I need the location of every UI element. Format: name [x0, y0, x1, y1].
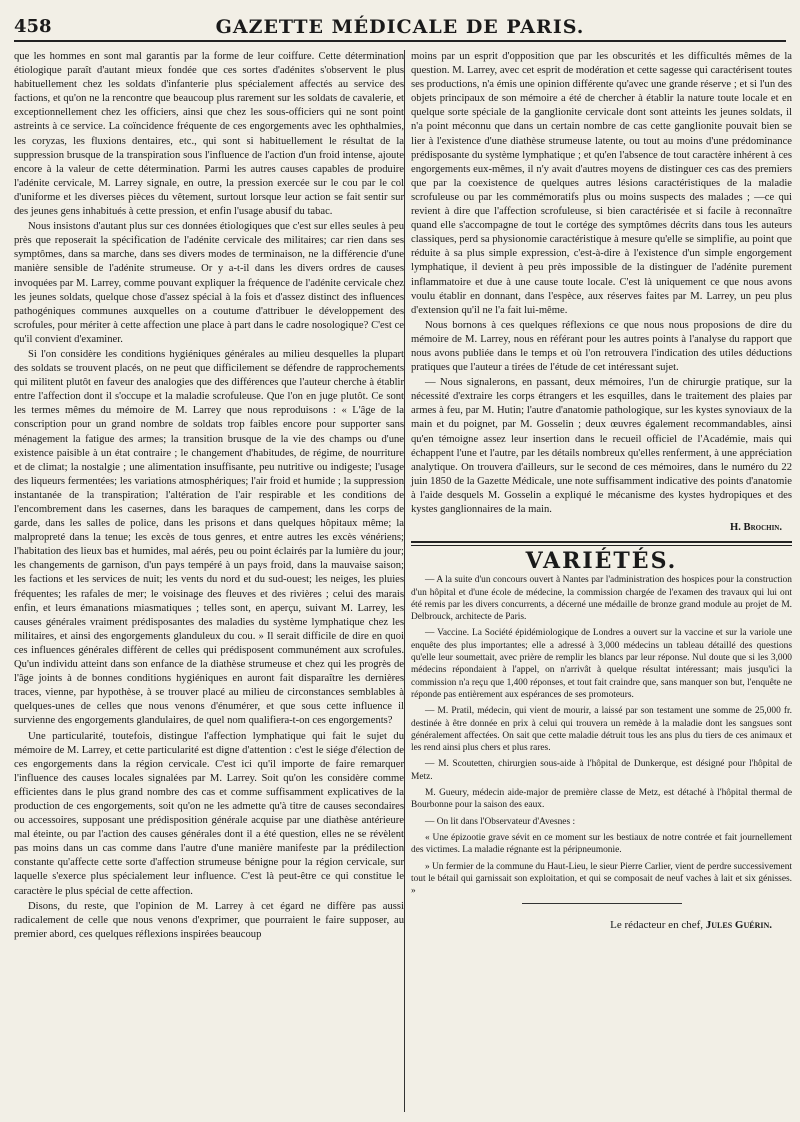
news-item: « Une épizootie grave sévit en ce moment sur les bestiaux de notre contrée et fait journellement des victimes. La maladie régnante est la péripneumonie.: [411, 832, 792, 856]
section-divider: [411, 541, 792, 543]
news-item: — Vaccine. La Société épidémiologique de Londres a ouvert sur la vaccine et sur la variole une enquête des plus importantes; elle a adressé à 3,000 médecins un tableau détaillé des questions qu'elle leur soumettait, avec prière de remplir les blancs par leur réponse. Nul doute que si les 3,000 médecins répondaient à l'appel, on n'arrivât à quelque résultat intéressant; mais jusqu'ici la commission n'a reçu que 1,400 réponses, et tout fait craindre que, sans manquer son but, l'enquête ne réponde pas entièrement aux espérances de ses promoteurs.: [411, 628, 792, 700]
paragraph: Nous bornons à ces quelques réflexions ce que nous nous proposions de dire du mémoire de M. Larrey, nous en référant pour les autres points à l'analyse du rapport que nous avons publiée dans le temps et où l'on retrouvera l'indication des utiles déductions pratiques que l'auteur a tirées de l'étude de cet intéressant sujet.: [411, 319, 792, 374]
editor-name: Jules Guérin.: [705, 919, 772, 932]
page-number: 458: [14, 16, 52, 37]
paragraph: Disons, du reste, que l'opinion de M. Larrey à cet égard ne diffère pas aussi radicalement de celle que nous venons d'exprimer, que pourraient le faire supposer, au premier abord, ces quelques réflexions inspirées beaucoup: [14, 900, 404, 940]
news-item: — On lit dans l'Observateur d'Avesnes :: [425, 816, 576, 827]
news-item: — A la suite d'un concours ouvert à Nantes par l'administration des hospices pour la construction d'un hôpital et d'une école de médecine, la commission chargée de l'examen des travaux qui lui ont été remis par les divers concurrents, a décerné une médaille de bronze grand module au projet de M. Delbrouck, architecte de Paris.: [411, 575, 792, 623]
paragraph: moins par un esprit d'opposition que par les obscurités et les difficultés mêmes de la question. M. Larrey, avec cet esprit de modération et cette sagesse qui caractérisent toutes ses productions, n'a émis une opinion différente qu'avec une grande réserve ; et si l'un des objets principaux de son mémoire a été de chercher à établir la nature toute locale et en quelque sorte spéciale de la ganglionite cervicale dont sont atteints les jeunes soldats, il n'a point méconnu que dans un certain nombre de cas cette ganglionite pouvait bien se lier à l'existence d'une diathèse strumeuse latente, ou tout au moins d'une prédominance prédisposante du système lymphatique ; et qu'en l'absence de tout caractère inhérent à ces engorgements eux-mêmes, il n'y avait d'autres moyens de distinguer ces cas des premiers que par la coexistence de quelques autres lésions caractéristiques de la maladie scrofuleuse ou par les commémoratifs plus ou moins suspects des malades ; —ce qui revient à dire que l'affection scrofuleuse, si bien caractérisée et si facile à reconnaître quand elle s'accompagne de tout le cortége des symptômes décrits dans tous les auteurs classiques, perd sa physionomie caractéristique à mesure qu'elle se simplifie, au point que réduite à sa plus simple expression, c'est-à-dire à l'existence d'un simple engorgement lymphatique, il devient à peu près impossible de la distinguer de l'adénite purement inflammatoire et due à une cause toute locale. C'est là uniquement ce que nous avons voulu établir en donnant, dans l'espèce, aux réserves faites par M. Larrey, un peu plus d'extension qu'il ne l'a fait lui-même.: [411, 51, 792, 316]
left-column: [14, 50, 404, 1112]
news-item: — M. Pratil, médecin, qui vient de mourir, a laissé par son testament une somme de 25,000 fr. destinée à être donnée en prix à celui qui trouvera un remède à la maladie dont les sangsues sont généralement affectées. On sait que cette maladie détruit tous les ans plus du tiers de ces animaux et les rend ainsi plus chers et plus rares.: [411, 706, 792, 754]
paragraph: que les hommes en sont mal garantis par la forme de leur coiffure. Cette détermination étiologique paraît d'autant mieux fondée que ces sortes d'adénites s'observent le plus habituellement chez les soldats d'infanterie plus spécialement affectés au service des factions, et qu'on ne la rencontre que beaucoup plus rarement sur les soldats de cavalerie, et exceptionnellement chez les officiers, ainsi que chez les sous-officiers qui ne sont point astreints à ce service. La coïncidence fréquente de ces engorgements avec les ophthalmies, les coryzas, les fluxions dentaires, etc., qui sont si habituellement le résultat de la suppression brusque de la transpiration sous l'influence de l'action d'un froid intense, ajoute encore à la valeur de cette détermination. Parmi les autres causes capables de produire l'adénite cervicale, M. Larrey signale, en outre, la pression exercée sur le cou par le col d'uniforme et les diverses pièces du vêtement, surtout lorsque leur action se fait sentir sur des jeunes gens inhabitués à cette pression, et enfin l'usage abusif du tabac.: [14, 51, 404, 218]
news-item: M. Gueury, médecin aide-major de première classe de Metz, est détaché à l'hôpital thermal de Bourbonne pour la saison des eaux.: [411, 788, 792, 811]
varietes-items: [411, 574, 792, 897]
editor-label: Le rédacteur en chef,: [610, 919, 703, 932]
closing-rule: [522, 903, 682, 904]
paragraph: — Nous signalerons, en passant, deux mémoires, l'un de chirurgie pratique, sur la nécessité d'extraire les corps étrangers et les esquilles, dans le traitement des plaies par armes à feu, par M. Hutin; l'autre d'anatomie pathologique, sur les kystes synoviaux de la main et du poignet, par M. Gosselin ; deux œuvres également recommandables, ainsi qu'en témoigne assez leur insertion dans le recueil officiel de l'Académie, mais qui échappent l'une et l'autre, par les détails nombreux qu'elles renferment, à une appréciation analytique. On trouvera d'ailleurs, sur le second de ces mémoires, dans le numéro du 22 juin 1850 de la Gazette Médicale, une note suffisamment indicative des points d'anatomie à l'aide desquels M. Gosselin a expliqué le mécanisme des kystes hydropiques et des kystes ganglionnaires de la main.: [411, 377, 792, 515]
right-column: [404, 50, 792, 1112]
paragraph: Nous insistons d'autant plus sur ces données étiologiques que c'est sur elles seules à peu près que reposerait la spécification de l'adénite cervicale des militaires; car rien dans ses symptômes, dans sa marche, dans ses divers modes de terminaison, ne la différencie d'une manière sensible de l'adénite strumeuse. Or y a-t-il dans les divers ordres de causes invoquées par M. Larrey, comme pouvant expliquer la fréquence de l'adénite cervicale chez les jeunes soldats, quelque chose d'assez spécial à la fois et d'assez distinct des influences pathogéniques communes auxquelles on a coutume d'attribuer le développement des scrofules, pour mériter à cette affection une place à part dans le cadre nosologique? C'est ce qu'il convient d'examiner.: [14, 221, 404, 345]
section-divider-thin: [411, 545, 792, 546]
paragraph: Si l'on considère les conditions hygiéniques générales au milieu desquelles la plupart des soldats se trouvent placés, on ne peut que difficilement se défendre de rapprochements qui militent plutôt en faveur des analogies que des différences que l'auteur cherche à établir entre l'affection dont il s'occupe et la maladie scrofuleuse. Que l'on en juge plutôt. Ce sont les termes mêmes du mémoire de M. Larrey que nous reproduisons : « L'âge de la conscription pour un grand nombre de soldats trop faibles encore pour supporter sans ménagement la fatigue des armes; la transition brusque de la vie des champs ou d'une existence paisible à un état contraire ; le changement d'habitudes, de régime, de nourriture et de climat; la nostalgie ; une alimentation insuffisante, peu nutritive ou indigeste; l'usage des liqueurs fermentées; les variations atmosphériques; l'air froid et humide ; la suppression instantanée de la transpiration; l'altération de l'air respirable et les conditions de l'encombrement dans les casernes, dans les baraques de campement, dans les corps de garde, dans les salles de police, dans les prisons et dans quelques hôpitaux même; la malpropreté dans la tenue; les excès de tous genres, et entre autres les excès vénériens; l'habitation des lieux bas et humides, mal aérés, peu ou point éclairés par la lumière du jour; les changements de garnison, d'un pays tempéré à un pays froid, dans la mauvaise saison; les factions et les services de nuit; les vents du nord et du sud-ouest; les neiges, les pluies fréquentes; les rafales de mer; le voisinage des fleuves et des rivières ; celui des marais enfin, et leurs émanations miasmatiques ; telles sont, en aperçu, suivant M. Larrey, les causes générales vraiment prédisposantes des maladies du système lymphatique chez les militaires, et ainsi des engorgements glanduleux du cou. » Il serait difficile de dire en quoi ces influences générales diffèrent de celles qui prédisposent communément aux scrofules. Qu'un individu atteint dans son enfance de la diathèse strumeuse et chez qui les progrès de l'âge joints à de bonnes conditions hygiéniques en auront fait disparaître les dernières traces, vienne, par hypothèse, à se trouver placé au milieu de circonstances semblables à quelques-unes de celles que nous venons d'énumérer, et que sous cette influence il survienne des engorgements glandulaires, de quel nom qualifiera-t-on ces engorgements?: [14, 348, 404, 727]
paragraph: Une particularité, toutefois, distingue l'affection lymphatique qui fait le sujet du mémoire de M. Larrey, et cette particularité est digne d'attention : c'est le siége d'élection de ces engorgements dans la région cervicale. C'est ici qu'il importe de faire remarquer l'influence des causes locales signalées par M. Larrey. Soit qu'on les considère comme efficientes dans le plus grand nombre des cas et comme suffisamment explicatives de la production de ces engorgements, soit qu'on ne les admette qu'à titre de causes secondaires ou accessoires, supposant une prédisposition générale acquise par une diathèse antérieure mal éteinte, ou par l'action des causes générales dont il a été question, elles ne se révèlent pas moins dans un cas comme dans l'autre d'une manière manifeste par la prédilection constante qu'affecte cette sorte d'affection strumeuse bénigne pour la région cervicale, sur laquelle s'exerce plus spécialement leur influence. C'est là peut-être ce qui constitue le caractère le plus spécial de cette affection.: [14, 730, 404, 897]
news-item: — M. Scoutetten, chirurgien sous-aide à l'hôpital de Dunkerque, est désigné pour l'hôpital de Metz.: [411, 759, 792, 782]
journal-title: GAZETTE MÉDICALE DE PARIS.: [215, 16, 585, 38]
section-title-varietes: VARIÉTÉS.: [525, 548, 678, 575]
editor-signature: [411, 918, 792, 932]
news-item: » Un fermier de la commune du Haut-Lieu, le sieur Pierre Carlier, vient de perdre successivement tout le bétail qui garnissait son exploitation, et qui se composait de neuf vaches à lait et six génisses. »: [411, 861, 792, 897]
article-signature: H. Brochin.: [729, 522, 782, 534]
page-header: [14, 16, 786, 42]
